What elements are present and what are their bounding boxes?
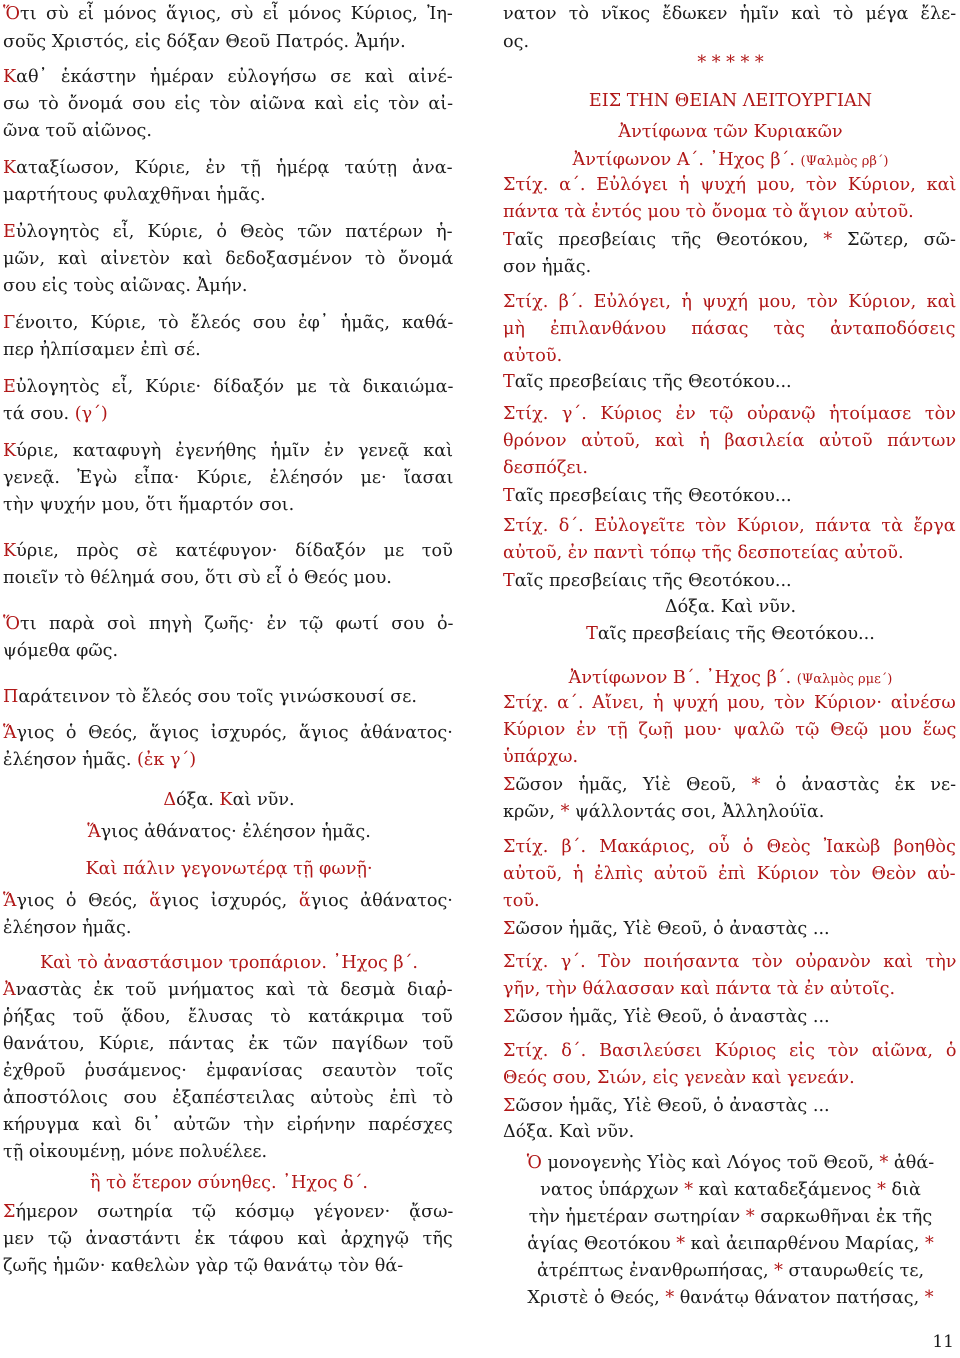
body-text: ῶνα τοῦ αἰῶνος. <box>3 121 152 141</box>
text-line <box>503 50 958 77</box>
body-text: αθ᾿ ἑκάστην ἡμέραν εὐλογήσω σε καὶ αἰνέ- <box>16 67 453 87</box>
rubric-text: Σ <box>503 919 516 939</box>
text-line <box>503 1177 958 1204</box>
text-line <box>3 1253 403 1280</box>
rubric-text: Στίχ. δ´. <box>503 516 595 536</box>
rubric-text: Ἀντίφωνα τῶν Κυριακῶν <box>618 122 843 142</box>
body-text: καὶ ἀειπαρθένου Μαρίας, <box>684 1234 925 1254</box>
text-line <box>503 199 914 226</box>
text-line <box>503 621 958 648</box>
rubric-text: αὐτοῦ, ἐν παντὶ τόπῳ τῆς δεσποτείας αὐτοῦ. <box>503 543 904 563</box>
text-line <box>503 976 895 1003</box>
rubric-text: Μακάριος, οὗ ὁ Θεὸς Ἰακὼβ βοηθὸς <box>599 837 956 857</box>
text-line <box>3 950 455 977</box>
rubric-text: Κ <box>3 67 17 87</box>
rubric-text: * <box>924 1234 934 1254</box>
text-line <box>3 29 406 56</box>
rubric-text: Τὸν ποιήσαντα τὸν οὐρανὸν καὶ τὴν <box>598 952 957 972</box>
text-line <box>3 787 455 814</box>
rubric-text: Στίχ. γ´. <box>503 404 601 424</box>
text-line <box>3 888 453 915</box>
body-text: γιος ὁ Θεός, ἅγιος ἰσχυρός, ἅγιος ἀθάνατος· <box>16 723 453 743</box>
body-text: τά σου. <box>3 404 75 424</box>
body-text: Δόξα. Καὶ νῦν. <box>664 597 797 617</box>
text-line <box>503 88 958 115</box>
text-line <box>3 246 453 273</box>
text-line <box>503 1119 634 1146</box>
text-line <box>503 455 588 482</box>
rubric-text: Ἀντίφωνον Β´. ᾿Ηχος β´. <box>568 668 797 688</box>
text-line <box>3 1226 453 1253</box>
body-text: γιος ἀθάνατος· <box>310 891 453 911</box>
body-text: γιος ὁ Θεός, <box>16 891 150 911</box>
body-text: μονογενὴς Υἱὸς καὶ Λόγος τοῦ Θεοῦ, <box>541 1153 880 1173</box>
rubric-text: * <box>924 1288 934 1308</box>
body-text: αὶ νῦν. <box>232 790 295 810</box>
rubric-text: αὐτοῦ, ἡ ἐλπὶς αὐτοῦ ἐπὶ Κύριον τὸν Θεὸν αὐ- <box>503 864 956 884</box>
text-line <box>3 91 453 118</box>
text-line <box>503 1285 958 1312</box>
body-text: ος. <box>503 32 530 52</box>
body-text: αῖς πρεσβείαις τῆς Θεοτόκου... <box>514 486 792 506</box>
rubric-text: Στίχ. δ´. <box>503 1041 600 1061</box>
rubric-text: Κ <box>219 790 233 810</box>
rubric-text: Στίχ. α´. <box>503 175 597 195</box>
text-line <box>3 219 453 246</box>
text-line <box>503 568 792 595</box>
rubric-text: Σ <box>503 775 516 795</box>
body-text: διὰ <box>885 1180 921 1200</box>
text-line <box>503 690 956 717</box>
rubric-text: Δ <box>163 790 177 810</box>
text-line <box>3 1199 453 1226</box>
body-text: Δόξα. Καὶ νῦν. <box>503 1122 635 1142</box>
rubric-text: Ἀντίφωνον Α´. ᾿Ηχος β´. <box>572 150 801 170</box>
body-text: σταυρωθείς τε, <box>782 1261 925 1281</box>
text-line <box>3 720 453 747</box>
body-text: ύριε, καταφυγὴ ἐγενήθης ἡμῖν ἐν γενεᾷ καὶ <box>16 441 454 461</box>
body-text: γιος ἀθάνατος· ἐλέησον ἡμᾶς. <box>100 822 371 842</box>
text-line <box>503 1150 958 1177</box>
text-line <box>503 227 956 254</box>
rubric-text: Κ <box>3 441 17 461</box>
body-text: αῖς πρεσβείαις τῆς Θεοτόκου, <box>514 230 824 250</box>
text-line <box>503 744 578 771</box>
body-text: ἐλέησον ἡμᾶς. <box>3 750 138 770</box>
body-text: ἀτρέπτως ἐνανθρωπήσας, <box>536 1261 775 1281</box>
text-line <box>3 273 248 300</box>
body-text: ῶσον ἡμᾶς, Υἱὲ Θεοῦ, ὁ ἀναστὰς ... <box>515 919 830 939</box>
text-line <box>503 147 958 175</box>
text-line <box>3 310 453 337</box>
text-line <box>3 1112 453 1139</box>
text-line <box>503 172 956 199</box>
body-text: ἐχθροῦ ῥυσάμενος· ἐμφανίσας σεαυτὸν τοῖς <box>3 1061 454 1081</box>
text-line <box>503 540 904 567</box>
rubric-text: Τ <box>586 624 598 644</box>
text-line <box>3 438 453 465</box>
rubric-text: Π <box>3 687 19 707</box>
text-line <box>3 374 453 401</box>
text-line <box>3 1139 267 1166</box>
body-text: τὴν ἡμετέραν σωτηρίαν <box>528 1207 746 1227</box>
body-text: ὐλογητὸς εἶ, Κύριε· δίδαξόν με τὰ δικαιώμα- <box>15 377 454 397</box>
body-text: ναστὰς ἐκ τοῦ μνήματος καὶ τὰ δεσμὰ διαῤ- <box>15 980 453 1000</box>
text-line <box>3 155 453 182</box>
body-text: ῥήξας τοῦ ᾅδου, ἔλυσας τὸ κατάκριμα τοῦ <box>3 1007 453 1027</box>
text-line <box>3 1 453 28</box>
text-line <box>3 1031 453 1058</box>
body-text: νατον τὸ νῖκος ἔδωκεν ἡμῖν καὶ τὸ μέγα ἔλε- <box>503 4 957 24</box>
text-line <box>3 565 392 592</box>
rubric-text: Εὐλόγει ἡ ψυχή μου, τὸν Κύριον, καὶ <box>596 175 957 195</box>
text-line <box>503 594 958 621</box>
text-line <box>503 483 792 510</box>
rubric-text: θρόνον αὐτοῦ, καὶ ἡ βασιλεία αὐτοῦ πάντων <box>503 431 957 451</box>
rubric-text: Στίχ. β´. <box>503 837 600 857</box>
text-line <box>503 1204 958 1231</box>
text-line <box>503 369 792 396</box>
text-line <box>503 861 956 888</box>
rubric-text: * <box>676 1234 685 1254</box>
text-line <box>503 1231 958 1258</box>
body-text: γενεᾷ. Ἐγὼ εἶπα· Κύριε, ἐλέησόν με· ἴασαι <box>3 468 454 488</box>
rubric-text: ὑπάρχω. <box>503 747 579 767</box>
body-text: ποιεῖν τὸ θέλημά σου, ὅτι σὺ εἶ ὁ Θεός μου. <box>3 568 392 588</box>
text-line <box>3 1170 455 1197</box>
text-line <box>3 401 108 428</box>
rubric-text: (Ψαλμὸς ρβ´) <box>800 154 889 169</box>
text-line <box>503 1093 830 1120</box>
rubric-text: Τ <box>503 486 515 506</box>
text-line <box>3 915 131 942</box>
rubric-text: δεσπόζει. <box>503 458 589 478</box>
text-line <box>3 465 453 492</box>
text-line <box>503 665 958 693</box>
text-line <box>503 1038 956 1065</box>
rubric-text: * <box>665 1288 675 1308</box>
text-line <box>503 513 956 540</box>
body-text: σαρκωθῆναι ἐκ τῆς <box>754 1207 933 1227</box>
rubric-text: * * * * * <box>697 53 764 73</box>
text-line <box>3 64 453 91</box>
rubric-text: ἢ τὸ ἕτερον σύνηθες. ᾿Ηχος δ´. <box>89 1173 369 1193</box>
text-line <box>503 316 956 343</box>
body-text: τὴν ψυχήν μου, ὅτι ἥμαρτόν σοι. <box>3 495 295 515</box>
body-text: ψόμεθα φῶς. <box>3 641 119 661</box>
body-text: κήρυγμα καὶ δι᾿ αὐτῶν τὴν εἰρήνην παρέσχες <box>3 1115 453 1135</box>
body-text: ψάλλοντάς σοι, Ἀλληλούϊα. <box>569 802 825 822</box>
body-text: ύριε, πρὸς σὲ κατέφυγον· δίδαξόν με τοῦ <box>16 541 453 561</box>
rubric-text: μὴ ἐπιλανθάνου πάσας τὰς ἀνταποδόσεις <box>503 319 956 339</box>
text-line <box>3 182 266 209</box>
body-text: τι σὺ εἶ μόνος ἅγιος, σὺ εἶ μόνος Κύριος, Ἰη- <box>19 4 453 24</box>
body-text: σον ἡμᾶς. <box>503 257 592 277</box>
text-line <box>503 1 956 28</box>
rubric-text: * <box>879 1153 889 1173</box>
rubric-text: Ὅ <box>3 4 20 24</box>
body-text: ῶσον ἡμᾶς, Υἱὲ Θεοῦ, ὁ ἀναστὰς ... <box>515 1007 830 1027</box>
text-line <box>503 289 956 316</box>
rubric-text: Στίχ. α´. <box>503 693 593 713</box>
body-text: ἀποστόλοις σου ἐξαπέστειλας αὐτοὺς ἐπὶ τὸ <box>3 1088 454 1108</box>
rubric-text: Κ <box>3 541 17 561</box>
rubric-text: * <box>751 775 761 795</box>
rubric-text: (ἐκ γ´) <box>137 750 197 770</box>
rubric-text: * <box>877 1180 886 1200</box>
rubric-text: Ε <box>3 377 16 397</box>
rubric-text: γῆν, τὴν θάλασσαν καὶ πάντα τὰ ἐν αὐτοῖς. <box>503 979 896 999</box>
body-text: ῶσον ἡμᾶς, Υἱὲ Θεοῦ, <box>515 775 752 795</box>
rubric-text: Τ <box>503 571 515 591</box>
text-line <box>3 977 453 1004</box>
text-line <box>503 343 562 370</box>
text-line <box>503 888 540 915</box>
rubric-text: Ε <box>3 222 16 242</box>
rubric-text: Τ <box>503 372 515 392</box>
body-text: θανάτῳ θάνατον πατήσας, <box>674 1288 925 1308</box>
body-text: ήμερον σωτηρία τῷ κόσμῳ γέγονεν· ᾄσω- <box>15 1202 454 1222</box>
body-text: ὁ ἀναστὰς ἐκ νε- <box>760 775 957 795</box>
rubric-text: ἅ <box>298 891 311 911</box>
rubric-text: Εὐλόγει, ἡ ψυχή μου, τὸν Κύριον, καὶ <box>593 292 957 312</box>
text-line <box>503 1258 958 1285</box>
rubric-text: Ἅ <box>87 822 101 842</box>
rubric-text: ἅ <box>149 891 162 911</box>
rubric-text: Σ <box>503 1007 516 1027</box>
body-text: περ ἠλπίσαμεν ἐπὶ σέ. <box>3 340 201 360</box>
text-line <box>503 834 956 861</box>
rubric-text: * <box>684 1180 694 1200</box>
rubric-text: Βασιλεύσει Κύριος εἰς τὸν αἰῶνα, ὁ <box>599 1041 957 1061</box>
rubric-text: πάντα τὰ ἐντός μου τὸ ὄνομα τὸ ἅγιον αὐτοῦ. <box>503 202 914 222</box>
rubric-text: Κύριον ἐν τῇ ζωῇ μου· ψαλῶ τῷ Θεῷ μου ἕως <box>503 720 957 740</box>
body-text: μῶν, καὶ αἰνετὸν καὶ δεδοξασμένον τὸ ὄνομά <box>3 249 454 269</box>
body-text: Χριστὲ ὁ Θεός, <box>527 1288 666 1308</box>
text-line <box>503 1065 855 1092</box>
text-line <box>3 1085 453 1112</box>
rubric-text: Ἅ <box>3 891 17 911</box>
text-line <box>3 1004 453 1031</box>
rubric-text: Γ <box>3 313 16 333</box>
rubric-text: Τ <box>503 230 515 250</box>
text-line <box>3 492 294 519</box>
body-text: ένοιτο, Κύριε, τὸ ἔλεός σου ἐφ᾿ ἡμᾶς, καθά- <box>15 313 454 333</box>
rubric-text: Καὶ πάλιν γεγονωτέρᾳ τῇ φωνῇ· <box>85 859 373 879</box>
body-text: αῖς πρεσβείαις τῆς Θεοτόκου... <box>514 372 792 392</box>
text-line <box>3 638 118 665</box>
rubric-text: Αἴνει, ἡ ψυχή μου, τὸν Κύριον· αἰνέσω <box>592 693 956 713</box>
text-line <box>3 337 201 364</box>
rubric-text: Σ <box>3 1202 16 1222</box>
text-line <box>503 772 956 799</box>
text-line <box>3 118 152 145</box>
body-text: αταξίωσον, Κύριε, ἐν τῇ ἡμέρᾳ ταύτῃ ἀνα- <box>16 158 453 178</box>
body-text: νατος ὑπάρχων <box>540 1180 685 1200</box>
body-text: ὐλογητὸς εἶ, Κύριε, ὁ Θεὸς τῶν πατέρων ἡ- <box>15 222 453 242</box>
rubric-text: Θεός σου, Σιών, εἰς γενεὰν καὶ γενεάν. <box>503 1068 855 1088</box>
body-text: ἀθά- <box>888 1153 935 1173</box>
rubric-text: (γ´) <box>74 404 108 424</box>
body-text: σω τὸ ὄνομά σου εἰς τὸν αἰῶνα καὶ εἰς τὸν αἰ- <box>3 94 454 114</box>
text-line <box>503 428 956 455</box>
rubric-text: Κύριος ἐν τῷ οὐρανῷ ἡτοίμασε τὸν <box>600 404 956 424</box>
page-number: 11 <box>932 1332 954 1352</box>
rubric-text: Στίχ. β´. <box>503 292 594 312</box>
rubric-text: Κ <box>3 158 17 178</box>
rubric-text: * <box>560 802 570 822</box>
rubric-text: * <box>774 1261 783 1281</box>
body-text: ῶσον ἡμᾶς, Υἱὲ Θεοῦ, ὁ ἀναστὰς ... <box>515 1096 830 1116</box>
body-text: Σῶτερ, σῶ- <box>832 230 956 250</box>
body-text: μεν τῷ ἀναστάντι ἐκ τάφου καὶ ἀρχηγῷ τῆς <box>3 1229 453 1249</box>
rubric-text: Στίχ. γ´. <box>503 952 599 972</box>
body-text: σοῦς Χριστός, εἰς δόξαν Θεοῦ Πατρός. Ἀμήν. <box>3 32 406 52</box>
body-text: τῇ οἰκουμένῃ, μόνε πολυέλεε. <box>3 1142 268 1162</box>
body-text: όξα. <box>176 790 220 810</box>
body-text: αῖς πρεσβείαις τῆς Θεοτόκου... <box>514 571 792 591</box>
text-line <box>3 611 453 638</box>
rubric-text: (Ψαλμὸς ρμε´) <box>796 672 893 687</box>
text-line <box>503 1004 830 1031</box>
rubric-text: Ὅ <box>3 614 20 634</box>
body-text: θανάτου, Κύριε, πάντας ἐκ τῶν παγίδων τοῦ <box>3 1034 454 1054</box>
text-line <box>3 819 455 846</box>
text-line <box>3 684 417 711</box>
body-text: ἐλέησον ἡμᾶς. <box>3 918 132 938</box>
text-line <box>503 254 591 281</box>
rubric-text: Καὶ τὸ ἀναστάσιμον τροπάριον. ᾿Ηχος β´. <box>40 953 418 973</box>
rubric-text: τοῦ. <box>503 891 540 911</box>
rubric-text: Ὁ <box>526 1153 542 1173</box>
body-text: σου εἰς τοὺς αἰῶνας. Ἀμήν. <box>3 276 248 296</box>
rubric-text: Ἀ <box>3 980 16 1000</box>
body-text: ζωῆς ἡμῶν· καθελὼν γὰρ τῷ θανάτῳ τὸν θά- <box>3 1256 404 1276</box>
body-text: γιος ἰσχυρός, <box>161 891 299 911</box>
rubric-text: Σ <box>503 1096 516 1116</box>
text-line <box>3 747 196 774</box>
text-line <box>503 949 956 976</box>
rubric-text: Εὐλογεῖτε τὸν Κύριον, πάντα τὰ ἔργα <box>594 516 956 536</box>
rubric-text: αὐτοῦ. <box>503 346 563 366</box>
rubric-text: * <box>823 230 833 250</box>
body-text: ἁγίας Θεοτόκου <box>527 1234 677 1254</box>
text-line <box>503 916 830 943</box>
body-text: αῖς πρεσβείαις τῆς Θεοτόκου... <box>597 624 875 644</box>
body-text: τι παρὰ σοὶ πηγὴ ζωῆς· ἐν τῷ φωτί σου ὀ- <box>19 614 454 634</box>
rubric-text: Ἅ <box>3 723 17 743</box>
body-text: αράτεινον τὸ ἔλεός σου τοῖς γινώσκουσί σε. <box>18 687 417 707</box>
rubric-text: * <box>745 1207 755 1227</box>
text-line <box>503 119 958 146</box>
body-text: καὶ καταδεξάμενος <box>693 1180 878 1200</box>
text-line <box>3 538 453 565</box>
text-line <box>503 401 956 428</box>
text-line <box>3 856 455 883</box>
rubric-text: ΕΙΣ ΤΗΝ ΘΕΙΑΝ ΛΕΙΤΟΥΡΓΙΑΝ <box>588 91 873 111</box>
body-text: κρῶν, <box>503 802 561 822</box>
body-text: μαρτήτους φυλαχθῆναι ἡμᾶς. <box>3 185 266 205</box>
text-line <box>503 799 824 826</box>
text-line <box>3 1058 453 1085</box>
text-line <box>503 717 956 744</box>
